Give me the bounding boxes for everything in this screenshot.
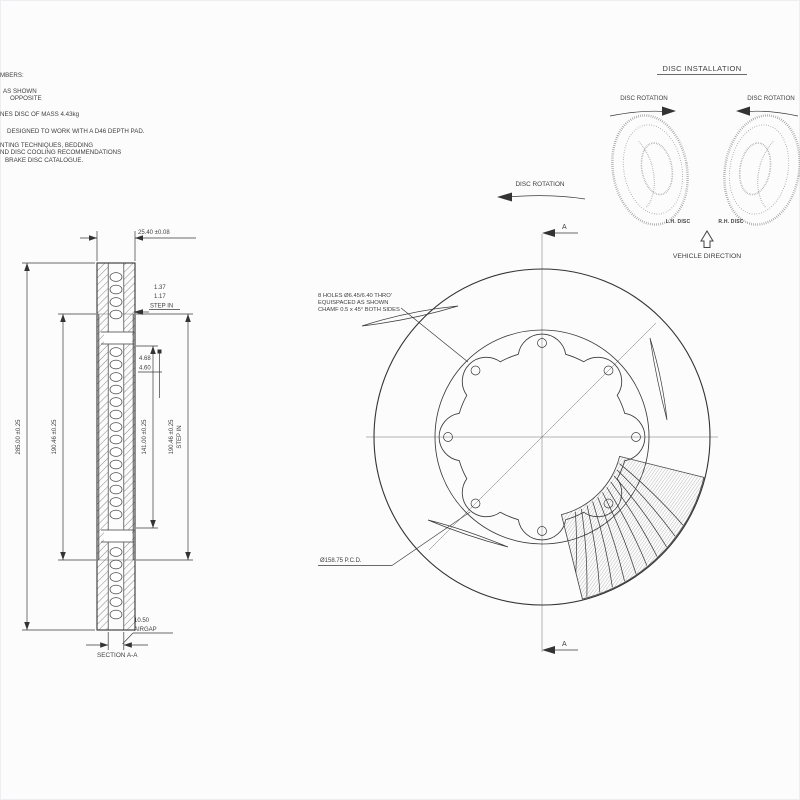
note-line: ND DISC COOLING RECOMMENDATIONS: [0, 149, 122, 156]
dim-airgap-value-text: 10.50: [134, 618, 150, 624]
main-rotation-arrow: [508, 196, 585, 199]
rotation-arrowhead-left-icon: [662, 107, 676, 116]
section-marker-arrowhead-icon: [542, 229, 555, 237]
dim-step-min-text: 1.17: [154, 294, 166, 300]
lh-disc-detail: [635, 140, 659, 207]
rh-disc-detail: [753, 140, 777, 207]
dim-arrowhead-icon: [150, 346, 156, 354]
bolt-hole-gap: [104, 530, 132, 543]
vane-passage: [110, 510, 122, 519]
rotation-label-right: DISC ROTATION: [747, 95, 795, 102]
pcd-callout: [318, 512, 470, 566]
section-marker-top: [542, 224, 578, 237]
vane-passage: [110, 398, 122, 407]
section-marker-label: A: [562, 641, 567, 648]
mounting-hole: [471, 366, 480, 375]
dim-arrowhead-icon: [150, 520, 156, 528]
dim-arrowhead-icon: [185, 314, 191, 322]
dim-thickness-text: 25.40 ±0.08: [138, 230, 170, 236]
dim-step-max-text: 1.37: [154, 285, 166, 291]
dim-step-right-label-text: STEP IN: [177, 425, 183, 449]
face-groove-e: [650, 338, 667, 420]
section-title: SECTION A-A: [97, 652, 138, 659]
main-rotation-arrowhead-icon: [497, 193, 512, 202]
dim-arrowhead-icon: [60, 314, 66, 322]
note-line: NTING TECHNIQUES, BEDDING: [0, 142, 94, 149]
dim-arrowhead-icon: [135, 235, 143, 241]
note-line: AS SHOWN: [3, 88, 37, 95]
vane-passage: [110, 548, 122, 557]
vane-passage: [110, 573, 122, 582]
bolt-hole-gap: [104, 332, 132, 345]
holes-note-line3: CHAMF 0.5 x 45° BOTH SIDES: [318, 307, 400, 313]
vane-passage: [110, 410, 122, 419]
vane-passage: [110, 273, 122, 282]
holes-note-leader: [401, 308, 468, 362]
lh-disc-inner-rim: [617, 120, 690, 219]
dim-airgap-label-text: AIRGAP: [134, 627, 157, 633]
main-rotation-label: DISC ROTATION: [515, 181, 565, 188]
vane-sector-region: [561, 456, 704, 599]
vane-passage: [110, 460, 122, 469]
lh-disc-hub: [638, 141, 677, 197]
vane-passage: [110, 348, 122, 357]
dim-step-dia-right-text: 190.46 ±0.25: [169, 419, 175, 455]
holes-note-line2: EQUISPACED AS SHOWN: [318, 300, 389, 306]
note-line: NES DISC OF MASS 4.43kg: [0, 111, 80, 118]
vane-passage: [110, 485, 122, 494]
dim-flange-min-text: 4.60: [139, 365, 151, 372]
note-line: MBERS:: [0, 72, 24, 79]
section-view: [16, 230, 196, 659]
vane-passage: [110, 598, 122, 607]
dim-flange: [138, 350, 162, 399]
bolt-hole-section-bottom: [101, 530, 134, 543]
dim-step-dia-left-text: 190.46 ±0.25: [52, 419, 58, 455]
section-marker-bottom: [542, 641, 578, 654]
dim-arrowhead-icon: [124, 642, 132, 648]
vane-passage: [110, 373, 122, 382]
vane-passage: [110, 473, 122, 482]
note-line: DESIGNED TO WORK WITH A D46 DEPTH PAD.: [7, 128, 145, 135]
note-line: OPPOSITE: [10, 95, 42, 102]
dim-step-dia-left: [52, 314, 96, 560]
dim-arrowhead-icon: [60, 552, 66, 560]
dim-arrowhead-icon: [185, 552, 191, 560]
vehicle-direction-arrow-icon: [701, 231, 713, 248]
rotation-arrowhead-right-icon: [736, 107, 750, 116]
vane-passage: [110, 585, 122, 594]
vane-section-holes: [110, 273, 122, 619]
dim-flange-max-text: 4.68: [139, 356, 151, 362]
installation-title: DISC INSTALLATION: [662, 64, 742, 73]
dim-step-in: [134, 285, 181, 315]
disc-installation-panel: [604, 64, 800, 260]
vane-passage: [110, 610, 122, 619]
holes-note-line1: 8 HOLES Ø6.45/6.40 THRO': [318, 293, 392, 299]
vane-passage: [110, 560, 122, 569]
vane-passage: [110, 310, 122, 319]
dim-thickness: [80, 230, 196, 261]
notes-block: [0, 72, 145, 164]
rh-disc-outer-rim: [716, 109, 800, 230]
section-marker-label: A: [562, 224, 567, 231]
rotation-arrow-left: [610, 111, 664, 116]
vane-passage: [110, 498, 122, 507]
vane-passage: [110, 448, 122, 457]
rh-disc-label: R.H. DISC: [718, 219, 744, 225]
vane-passage: [110, 385, 122, 394]
dim-od-text: 285.00 ±0.25: [16, 419, 22, 455]
holes-note: [318, 293, 468, 362]
rotation-label-left: DISC ROTATION: [620, 95, 668, 102]
bolt-hole-section-top: [101, 332, 134, 345]
vane-passage: [110, 360, 122, 369]
dim-arrowhead-icon: [24, 263, 30, 271]
note-line: BRAKE DISC CATALOGUE.: [5, 157, 84, 164]
dim-step-label-text: STEP IN: [150, 303, 174, 310]
dim-arrowhead-icon: [100, 642, 108, 648]
dim-arrowhead-icon: [24, 622, 30, 630]
rh-disc-hub: [736, 141, 775, 197]
dim-arrowhead-icon: [89, 235, 97, 241]
section-marker-arrowhead-icon: [542, 646, 555, 654]
vane-passage: [110, 435, 122, 444]
dim-bore-text: 141.00 ±0.25: [142, 419, 148, 455]
flange-datum-square: [158, 350, 162, 354]
vane-passage: [110, 423, 122, 432]
lh-disc-sketch: [604, 109, 696, 230]
dim-bore: [136, 346, 158, 528]
pcd-label: Ø158.75 P.C.D.: [320, 558, 362, 564]
rh-disc-inner-rim: [723, 120, 796, 219]
disc-plan-view: [318, 181, 718, 654]
lh-disc-label: L.H. DISC: [665, 219, 691, 225]
vane-passage: [110, 285, 122, 294]
vane-passage: [110, 298, 122, 307]
rh-disc-sketch: [716, 109, 800, 230]
vehicle-direction-label: VEHICLE DIRECTION: [672, 253, 742, 260]
pcd-leader: [392, 512, 470, 566]
rotation-arrow-right: [748, 111, 798, 116]
